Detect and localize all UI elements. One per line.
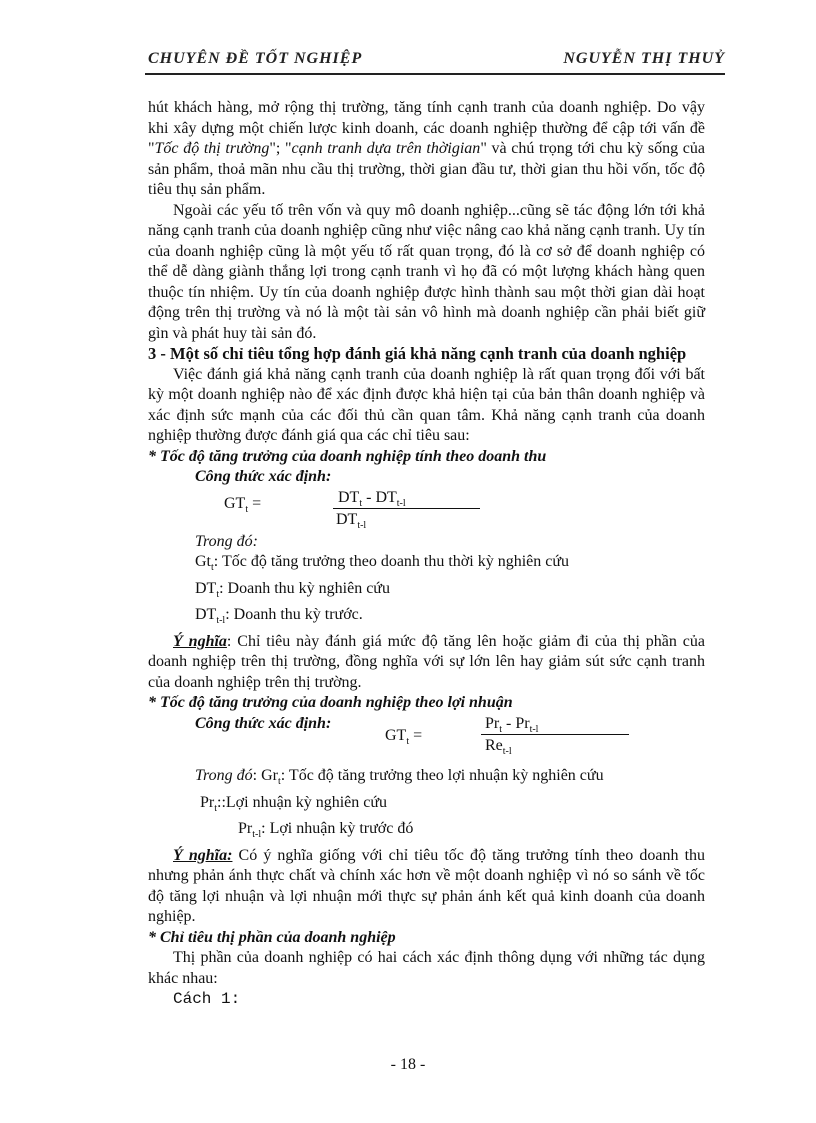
text: : Doanh thu kỳ trước. xyxy=(225,606,363,623)
item-3-text: Thị phần của doanh nghiệp có hai cách xác định thông dụng với những tác dụng khác nhau: xyxy=(148,949,705,987)
item-2-def-3 xyxy=(148,819,705,846)
text: Gt xyxy=(195,553,211,570)
text: hút khách hàng, mở rộng thị trường, tăng tính cạnh tranh của doanh nghiệp. Do vậy khi xây dựng một chiến lược kinh doanh, các doanh nghiệp thường để cập tới vấn đề " xyxy=(148,99,705,157)
header-rule xyxy=(145,73,725,75)
text: Pr xyxy=(200,793,215,811)
item-2-meaning xyxy=(148,846,705,928)
text: : Gr xyxy=(252,767,278,784)
formula-2-fraction-bar xyxy=(481,734,629,735)
formula-1 xyxy=(148,488,705,532)
text: Pr xyxy=(238,820,253,837)
item-2-def-2 xyxy=(148,793,705,820)
text: DT xyxy=(195,606,217,623)
subscript: t xyxy=(406,736,410,747)
item-1-where: Trong đó: xyxy=(195,532,258,550)
paragraph-3: Việc đánh giá khả năng cạnh tranh của doanh nghiệp là rất quan trọng đối với bất kỳ một doanh nghiệp nào để xác định được khả hiện tại của bản thân doanh nghiệp và xác định sức mạnh của các đối thủ cần quan tâm. Khả năng cạnh tranh của doanh nghiệp thường được đánh giá qua các chỉ tiêu sau: xyxy=(148,365,705,444)
text: : Tốc độ tăng trưởng theo doanh thu thời kỳ nghiên cứu xyxy=(213,553,570,570)
header-right-author: NGUYỄN THỊ THUỶ xyxy=(563,50,725,67)
text: : Doanh thu kỳ nghiên cứu xyxy=(219,579,390,597)
subscript: t-l xyxy=(529,724,539,735)
page-header xyxy=(145,47,725,75)
text: : Tốc độ tăng trưởng theo lợi nhuận kỳ nghiên cứu xyxy=(280,767,604,784)
text: GT xyxy=(224,494,246,512)
item-1-def-2 xyxy=(148,579,705,606)
text: DT xyxy=(338,488,360,506)
item-1-meaning xyxy=(148,632,705,694)
meaning-label: Ý nghĩa: xyxy=(173,846,233,864)
text: ::Lợi nhuận kỳ nghiên cứu xyxy=(217,793,388,811)
formula-1-fraction-bar xyxy=(333,508,480,509)
item-3-title: * Chỉ tiêu thị phần của doanh nghiệp xyxy=(148,928,396,946)
where-label: Trong đó xyxy=(195,767,253,784)
subscript: t xyxy=(216,588,220,600)
item-1-formula-label: Công thức xác định: xyxy=(195,468,332,485)
page-body xyxy=(148,98,705,1010)
text: = xyxy=(409,727,423,744)
header-left-title: CHUYÊN ĐỀ TỐT NGHIỆP xyxy=(148,50,363,67)
text: Pr xyxy=(485,715,500,732)
formula-1-denominator xyxy=(336,510,366,537)
text: = xyxy=(248,494,262,512)
text: DT xyxy=(336,510,358,528)
text: : Chỉ tiêu này đánh giá mức độ tăng lên hoặc giảm đi của thị phần của doanh nghiệp trên thị trường, đồng nghĩa với sự lớn lên hay giảm sút sức cạnh tranh của doanh nghiệp trên thị trường. xyxy=(148,632,706,691)
italic-text: Tốc độ thị trường xyxy=(154,140,270,157)
text: "; " xyxy=(269,140,292,157)
text: Re xyxy=(485,737,503,754)
text: Có ý nghĩa giống với chỉ tiêu tốc độ tăng trưởng tính theo doanh thu nhưng phản ánh thực chất và chính xác hơn về một doanh nghiệp vì nó so sánh về tốc độ tăng lợi nhuận và lợi nhuận mới thực sự phản ánh kết quả kinh doanh của doanh nghiệp. xyxy=(148,846,706,925)
item-2-formula-label: Công thức xác định: xyxy=(195,714,332,732)
formula-2-denominator xyxy=(485,736,512,763)
subscript: t-l xyxy=(357,519,367,531)
text: - DT xyxy=(362,488,397,506)
item-2-title: * Tốc độ tăng trưởng của doanh nghiệp theo lợi nhuận xyxy=(148,694,513,711)
paragraph-2: Ngoài các yếu tố trên vốn và quy mô doanh nghiệp...cũng sẽ tác động lớn tới khả năng cạnh tranh của doanh nghiệp cũng như việc nâng cao khả năng cạnh tranh. Uy tín của doanh nghiệp cũng là một yếu tố rất quan trọng, đó là cơ sở để doanh nghiệp có thể dễ dàng giành thắng lợi trong cạnh tranh vì họ đã có một lượng khách hàng quen thuộc tín nhiệm. Uy tín của doanh nghiệp được hình thành sau một thời gian dài hoạt động trên thị trường và nó là một tài sản vô hình mà doanh nghiệp cần phải biết giữ gìn và phát huy tài sản đó. xyxy=(148,201,705,342)
subscript: t-l xyxy=(252,829,262,840)
text: : Lợi nhuận kỳ trước đó xyxy=(261,820,414,837)
section-3-heading: 3 - Một số chỉ tiêu tổng hợp đánh giá khả năng cạnh tranh của doanh nghiệp xyxy=(148,344,687,363)
formula-1-lhs xyxy=(224,494,261,521)
subscript: t xyxy=(499,724,503,735)
subscript: t xyxy=(214,802,218,814)
italic-text: cạnh tranh dựa trên thờigian xyxy=(291,140,481,157)
subscript: t-l xyxy=(396,497,406,509)
item-1-def-3 xyxy=(148,605,705,632)
subscript: t-l xyxy=(502,746,512,757)
paragraph-1 xyxy=(148,98,705,201)
text: DT xyxy=(195,579,217,597)
item-2-def-1 xyxy=(148,766,705,793)
subscript: t xyxy=(359,497,363,509)
item-1-def-1 xyxy=(148,552,705,579)
formula-2-lhs xyxy=(385,726,422,753)
subscript: t xyxy=(211,562,214,573)
item-1-title: * Tốc độ tăng trưởng của doanh nghiệp tính theo doanh thu xyxy=(148,447,547,465)
text: " và chú trọng tới chu kỳ sống của sản phẩm, thoả mãn nhu cầu thị trường, thời gian đầu tư, thời gian thu hồi vốn, tốc độ tiêu thụ sản phẩm. xyxy=(148,140,705,198)
text: GT xyxy=(385,727,407,744)
subscript: t xyxy=(245,503,249,515)
page-number: - 18 - xyxy=(390,1056,426,1073)
subscript: t-l xyxy=(216,615,226,626)
subscript: t xyxy=(277,776,281,787)
item-3-method: Cách 1: xyxy=(173,990,241,1008)
text: - Pr xyxy=(502,715,530,732)
formula-2 xyxy=(148,714,705,758)
meaning-label: Ý nghĩa xyxy=(173,632,227,650)
